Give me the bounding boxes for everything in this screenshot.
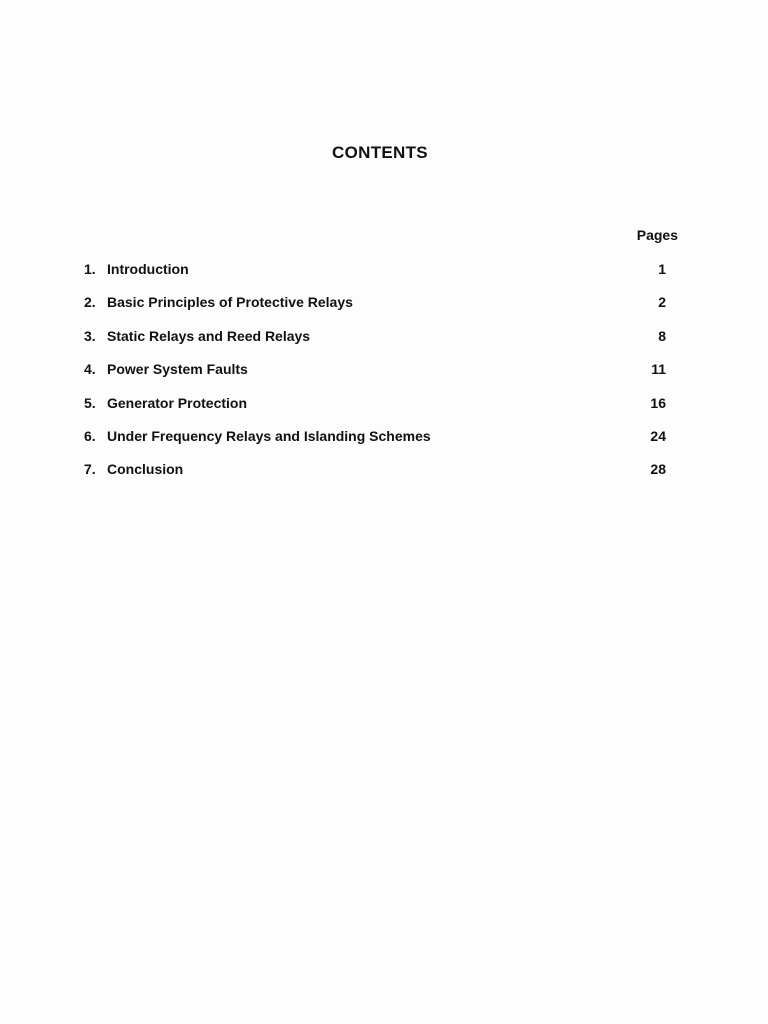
toc-entry-label: Conclusion [107, 461, 184, 478]
toc-entry-basic-principles [84, 292, 674, 325]
toc-entry-number: 3. [84, 327, 96, 344]
toc-entry-introduction [84, 259, 674, 292]
toc-entry-page: 11 [651, 361, 666, 378]
toc-entry-page: 16 [650, 394, 666, 411]
toc-entry-page: 8 [658, 327, 666, 344]
toc-entry-conclusion [84, 459, 674, 492]
toc-entry-label: Introduction [107, 261, 189, 277]
toc-entry-page: 2 [658, 294, 666, 311]
toc-entry-page: 28 [650, 461, 666, 478]
table-of-contents [84, 259, 674, 493]
toc-entry-page: 1 [658, 261, 666, 277]
toc-entry-number: 6. [84, 427, 96, 444]
toc-entry-number: 1. [84, 261, 96, 277]
toc-entry-label: Under Frequency Relays and Islanding Schemes [107, 427, 431, 444]
toc-entry-number: 7. [84, 461, 96, 478]
toc-entry-number: 5. [84, 394, 96, 411]
toc-entry-label: Power System Faults [107, 361, 248, 378]
toc-entry-under-frequency-relays [84, 426, 674, 459]
pages-column-header: Pages [636, 227, 678, 243]
toc-entry-label: Generator Protection [107, 394, 248, 411]
toc-entry-power-system-faults [84, 359, 674, 392]
toc-entry-static-relays [84, 326, 674, 359]
toc-entry-generator-protection [84, 393, 674, 426]
toc-entry-number: 2. [84, 294, 96, 311]
toc-entry-page: 24 [650, 427, 666, 444]
toc-entry-number: 4. [84, 361, 96, 378]
toc-entry-label: Basic Principles of Protective Relays [107, 294, 353, 311]
page-title: CONTENTS [332, 143, 428, 162]
toc-entry-label: Static Relays and Reed Relays [107, 327, 311, 344]
